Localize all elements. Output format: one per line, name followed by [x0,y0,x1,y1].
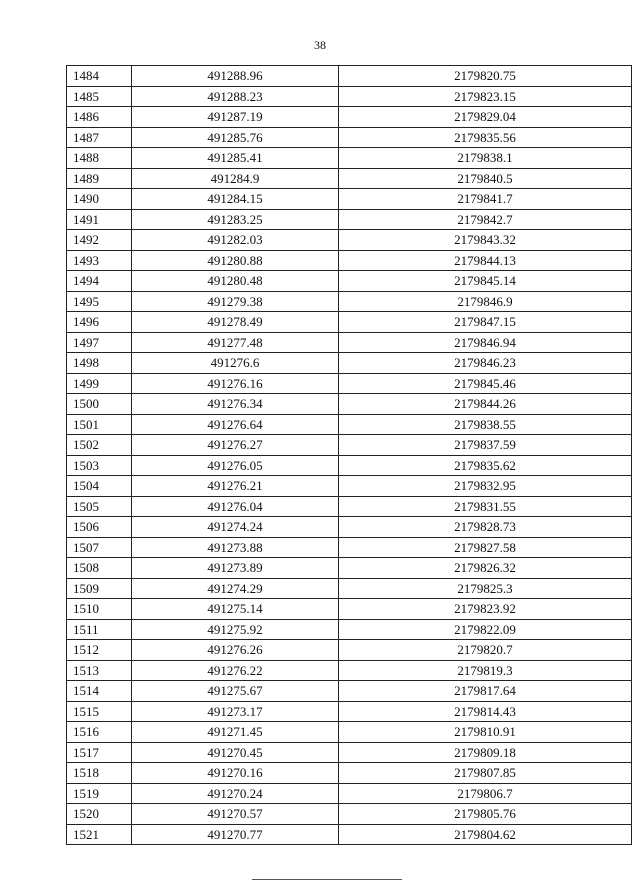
x-coordinate-cell: 491273.89 [132,558,339,579]
x-coordinate-cell: 491276.27 [132,435,339,456]
table-row [67,640,632,661]
x-coordinate-cell: 491274.29 [132,578,339,599]
coordinates-table [66,65,632,845]
x-coordinate-cell: 491270.57 [132,804,339,825]
y-coordinate-cell: 2179832.95 [339,476,632,497]
table-row [67,189,632,210]
coordinates-table-body [67,66,632,845]
point-number-cell: 1504 [67,476,132,497]
y-coordinate-cell: 2179806.7 [339,783,632,804]
y-coordinate-cell: 2179814.43 [339,701,632,722]
point-number-cell: 1486 [67,107,132,128]
table-row [67,824,632,845]
table-row [67,599,632,620]
x-coordinate-cell: 491284.15 [132,189,339,210]
y-coordinate-cell: 2179804.62 [339,824,632,845]
point-number-cell: 1519 [67,783,132,804]
point-number-cell: 1505 [67,496,132,517]
point-number-cell: 1514 [67,681,132,702]
point-number-cell: 1509 [67,578,132,599]
x-coordinate-cell: 491280.48 [132,271,339,292]
point-number-cell: 1512 [67,640,132,661]
y-coordinate-cell: 2179817.64 [339,681,632,702]
point-number-cell: 1500 [67,394,132,415]
x-coordinate-cell: 491283.25 [132,209,339,230]
y-coordinate-cell: 2179840.5 [339,168,632,189]
table-row [67,701,632,722]
y-coordinate-cell: 2179838.1 [339,148,632,169]
table-row [67,209,632,230]
y-coordinate-cell: 2179827.58 [339,537,632,558]
table-row [67,373,632,394]
x-coordinate-cell: 491276.21 [132,476,339,497]
y-coordinate-cell: 2179823.15 [339,86,632,107]
y-coordinate-cell: 2179805.76 [339,804,632,825]
x-coordinate-cell: 491276.64 [132,414,339,435]
x-coordinate-cell: 491279.38 [132,291,339,312]
y-coordinate-cell: 2179841.7 [339,189,632,210]
point-number-cell: 1489 [67,168,132,189]
y-coordinate-cell: 2179809.18 [339,742,632,763]
point-number-cell: 1513 [67,660,132,681]
y-coordinate-cell: 2179846.9 [339,291,632,312]
y-coordinate-cell: 2179845.14 [339,271,632,292]
x-coordinate-cell: 491278.49 [132,312,339,333]
point-number-cell: 1495 [67,291,132,312]
point-number-cell: 1484 [67,66,132,87]
table-row [67,86,632,107]
x-coordinate-cell: 491273.17 [132,701,339,722]
table-row [67,332,632,353]
point-number-cell: 1499 [67,373,132,394]
x-coordinate-cell: 491277.48 [132,332,339,353]
x-coordinate-cell: 491270.45 [132,742,339,763]
point-number-cell: 1521 [67,824,132,845]
point-number-cell: 1485 [67,86,132,107]
table-row [67,722,632,743]
point-number-cell: 1487 [67,127,132,148]
x-coordinate-cell: 491276.6 [132,353,339,374]
y-coordinate-cell: 2179822.09 [339,619,632,640]
x-coordinate-cell: 491284.9 [132,168,339,189]
x-coordinate-cell: 491282.03 [132,230,339,251]
y-coordinate-cell: 2179847.15 [339,312,632,333]
table-row [67,127,632,148]
table-row [67,476,632,497]
point-number-cell: 1511 [67,619,132,640]
x-coordinate-cell: 491276.34 [132,394,339,415]
y-coordinate-cell: 2179837.59 [339,435,632,456]
point-number-cell: 1498 [67,353,132,374]
point-number-cell: 1494 [67,271,132,292]
table-row [67,414,632,435]
point-number-cell: 1508 [67,558,132,579]
x-coordinate-cell: 491285.41 [132,148,339,169]
x-coordinate-cell: 491270.77 [132,824,339,845]
x-coordinate-cell: 491275.92 [132,619,339,640]
y-coordinate-cell: 2179844.13 [339,250,632,271]
y-coordinate-cell: 2179820.75 [339,66,632,87]
point-number-cell: 1510 [67,599,132,620]
page-number: 38 [314,38,326,52]
y-coordinate-cell: 2179846.94 [339,332,632,353]
y-coordinate-cell: 2179831.55 [339,496,632,517]
x-coordinate-cell: 491270.16 [132,763,339,784]
point-number-cell: 1520 [67,804,132,825]
point-number-cell: 1501 [67,414,132,435]
y-coordinate-cell: 2179819.3 [339,660,632,681]
point-number-cell: 1515 [67,701,132,722]
y-coordinate-cell: 2179829.04 [339,107,632,128]
y-coordinate-cell: 2179826.32 [339,558,632,579]
point-number-cell: 1497 [67,332,132,353]
point-number-cell: 1492 [67,230,132,251]
x-coordinate-cell: 491288.23 [132,86,339,107]
point-number-cell: 1490 [67,189,132,210]
table-row [67,496,632,517]
table-row [67,353,632,374]
x-coordinate-cell: 491287.19 [132,107,339,128]
x-coordinate-cell: 491270.24 [132,783,339,804]
table-row [67,660,632,681]
table-row [67,558,632,579]
x-coordinate-cell: 491273.88 [132,537,339,558]
point-number-cell: 1496 [67,312,132,333]
x-coordinate-cell: 491285.76 [132,127,339,148]
table-row [67,312,632,333]
table-row [67,435,632,456]
y-coordinate-cell: 2179846.23 [339,353,632,374]
x-coordinate-cell: 491275.67 [132,681,339,702]
point-number-cell: 1503 [67,455,132,476]
table-row [67,455,632,476]
table-row [67,763,632,784]
x-coordinate-cell: 491271.45 [132,722,339,743]
y-coordinate-cell: 2179843.32 [339,230,632,251]
table-row [67,250,632,271]
y-coordinate-cell: 2179828.73 [339,517,632,538]
footer-rule [252,879,402,880]
table-row [67,619,632,640]
y-coordinate-cell: 2179835.56 [339,127,632,148]
point-number-cell: 1502 [67,435,132,456]
point-number-cell: 1493 [67,250,132,271]
table-row [67,107,632,128]
y-coordinate-cell: 2179810.91 [339,722,632,743]
table-row [67,66,632,87]
x-coordinate-cell: 491276.05 [132,455,339,476]
point-number-cell: 1516 [67,722,132,743]
x-coordinate-cell: 491276.22 [132,660,339,681]
y-coordinate-cell: 2179842.7 [339,209,632,230]
x-coordinate-cell: 491276.26 [132,640,339,661]
y-coordinate-cell: 2179823.92 [339,599,632,620]
table-row [67,578,632,599]
x-coordinate-cell: 491280.88 [132,250,339,271]
x-coordinate-cell: 491288.96 [132,66,339,87]
table-row [67,804,632,825]
y-coordinate-cell: 2179844.26 [339,394,632,415]
table-row [67,271,632,292]
y-coordinate-cell: 2179807.85 [339,763,632,784]
x-coordinate-cell: 491276.16 [132,373,339,394]
y-coordinate-cell: 2179825.3 [339,578,632,599]
table-row [67,783,632,804]
table-row [67,230,632,251]
point-number-cell: 1518 [67,763,132,784]
y-coordinate-cell: 2179835.62 [339,455,632,476]
table-row [67,517,632,538]
table-row [67,537,632,558]
table-row [67,168,632,189]
y-coordinate-cell: 2179838.55 [339,414,632,435]
point-number-cell: 1506 [67,517,132,538]
table-row [67,742,632,763]
table-row [67,148,632,169]
y-coordinate-cell: 2179845.46 [339,373,632,394]
x-coordinate-cell: 491274.24 [132,517,339,538]
point-number-cell: 1491 [67,209,132,230]
x-coordinate-cell: 491275.14 [132,599,339,620]
x-coordinate-cell: 491276.04 [132,496,339,517]
table-row [67,394,632,415]
point-number-cell: 1488 [67,148,132,169]
y-coordinate-cell: 2179820.7 [339,640,632,661]
table-row [67,681,632,702]
table-row [67,291,632,312]
point-number-cell: 1517 [67,742,132,763]
point-number-cell: 1507 [67,537,132,558]
